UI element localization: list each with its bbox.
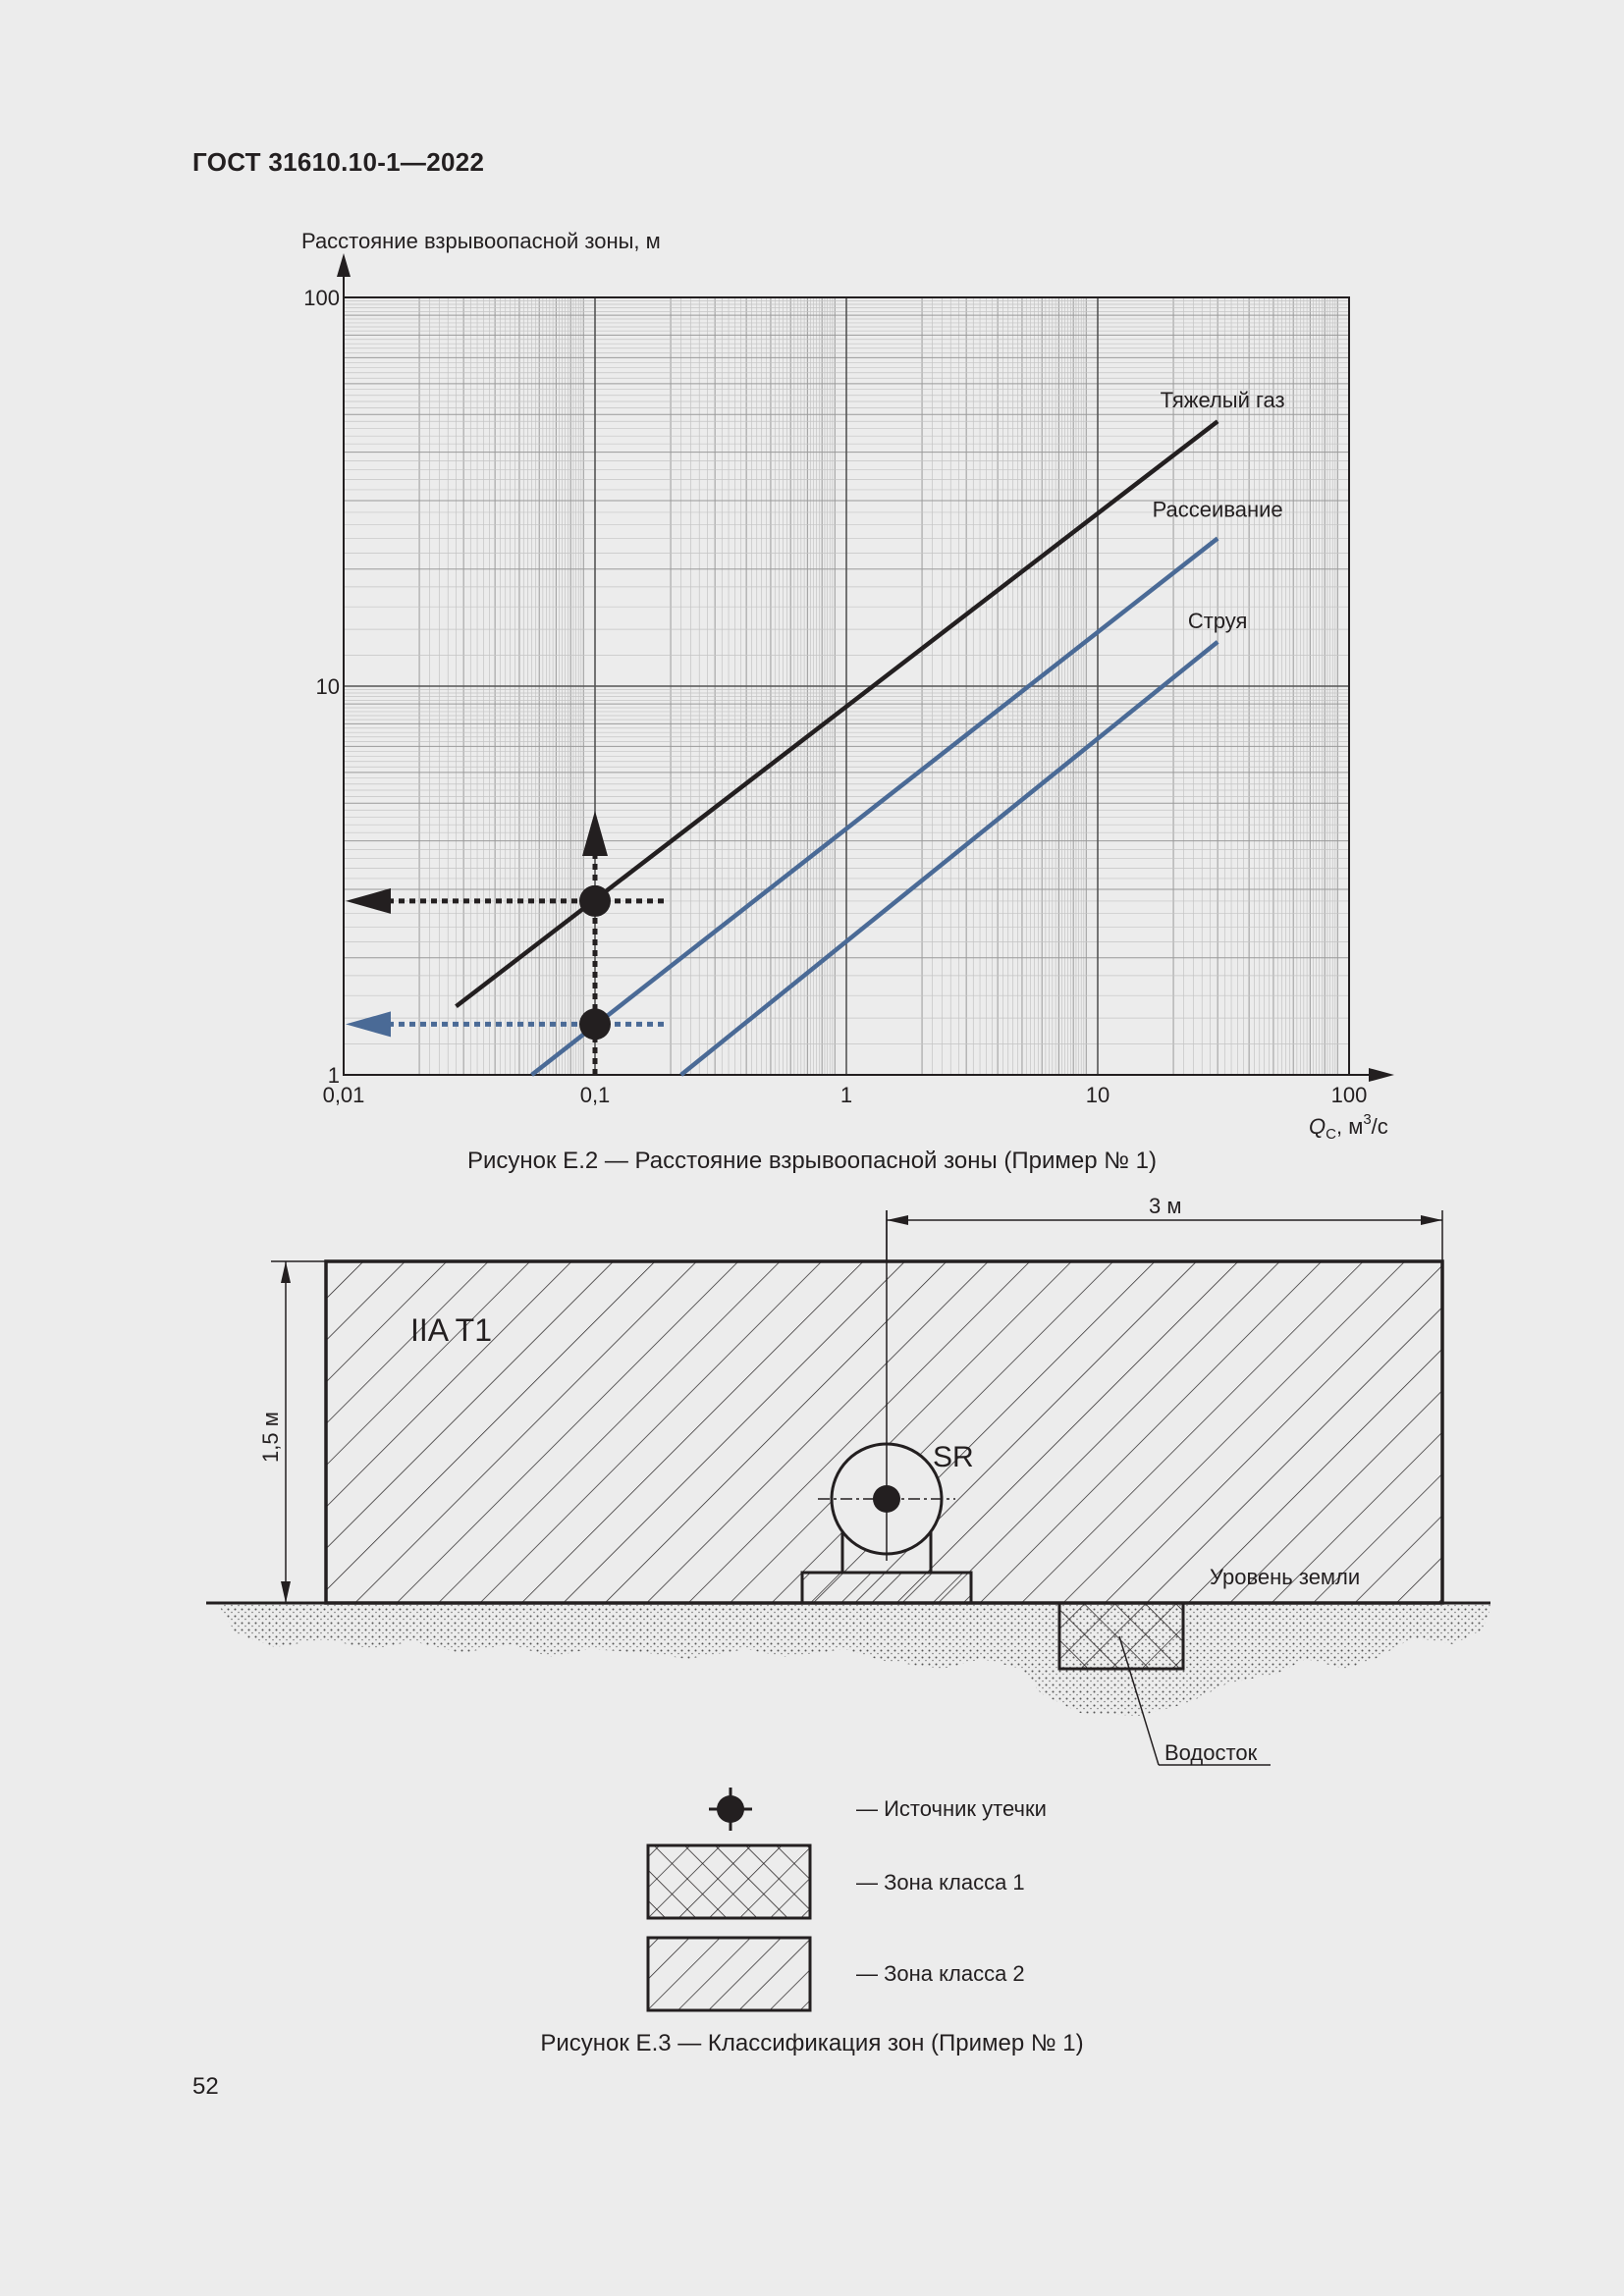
legend-zone1-swatch [648, 1845, 810, 1918]
drain-zone-class-1 [1059, 1603, 1183, 1669]
ground-label: Уровень земли [1210, 1565, 1361, 1589]
page-number: 52 [192, 2073, 219, 2100]
document-header: ГОСТ 31610.10-1—2022 [192, 147, 485, 177]
dim-width-label: 3 м [1149, 1194, 1182, 1218]
y-tick-label: 1 [327, 1063, 340, 1088]
y-axis-label: Расстояние взрывоопасной зоны, м [301, 229, 661, 253]
x-tick-label: 10 [1085, 1083, 1110, 1107]
series-label: Тяжелый газ [1160, 388, 1285, 413]
x-tick-label: 0,01 [322, 1083, 365, 1107]
dim-height-label: 1,5 м [258, 1412, 283, 1463]
dim-height-arrow-top [281, 1261, 291, 1283]
figure-e3-caption: Рисунок Е.3 — Классификация зон (Пример № 1) [540, 2030, 1084, 2056]
leak-source-point [873, 1485, 900, 1513]
series-label: Рассеивание [1152, 497, 1283, 522]
x-tick-label: 1 [839, 1083, 853, 1107]
legend [648, 1788, 1047, 2010]
legend-zone1-label: — Зона класса 1 [856, 1870, 1025, 1895]
y-tick-label: 100 [303, 286, 340, 310]
zone-label: IIA T1 [410, 1312, 493, 1348]
legend-zone2-swatch [648, 1938, 810, 2010]
x-axis-label: $Q_C$, $м^3/с$ [1309, 1111, 1388, 1143]
legend-source-icon [709, 1788, 752, 1831]
dim-width-arrow-right [1421, 1215, 1442, 1225]
series-label: Струя [1187, 608, 1248, 633]
drain-label: Водосток [1164, 1740, 1258, 1765]
x-tick-label: 100 [1330, 1083, 1368, 1107]
ground-soil [218, 1604, 1492, 1716]
dim-height-arrow-bottom [281, 1581, 291, 1603]
figure-e2-caption: Рисунок Е.2 — Расстояние взрывоопасной зоны (Пример № 1) [467, 1148, 1157, 1174]
y-tick-label: 10 [315, 674, 340, 699]
legend-zone2-label: — Зона класса 2 [856, 1961, 1025, 1986]
legend-source-label: — Источник утечки [856, 1796, 1047, 1821]
equipment-base [802, 1573, 971, 1603]
source-label: SR [933, 1441, 974, 1473]
dim-width-arrow-left [887, 1215, 908, 1225]
x-tick-label: 0,1 [579, 1083, 611, 1107]
